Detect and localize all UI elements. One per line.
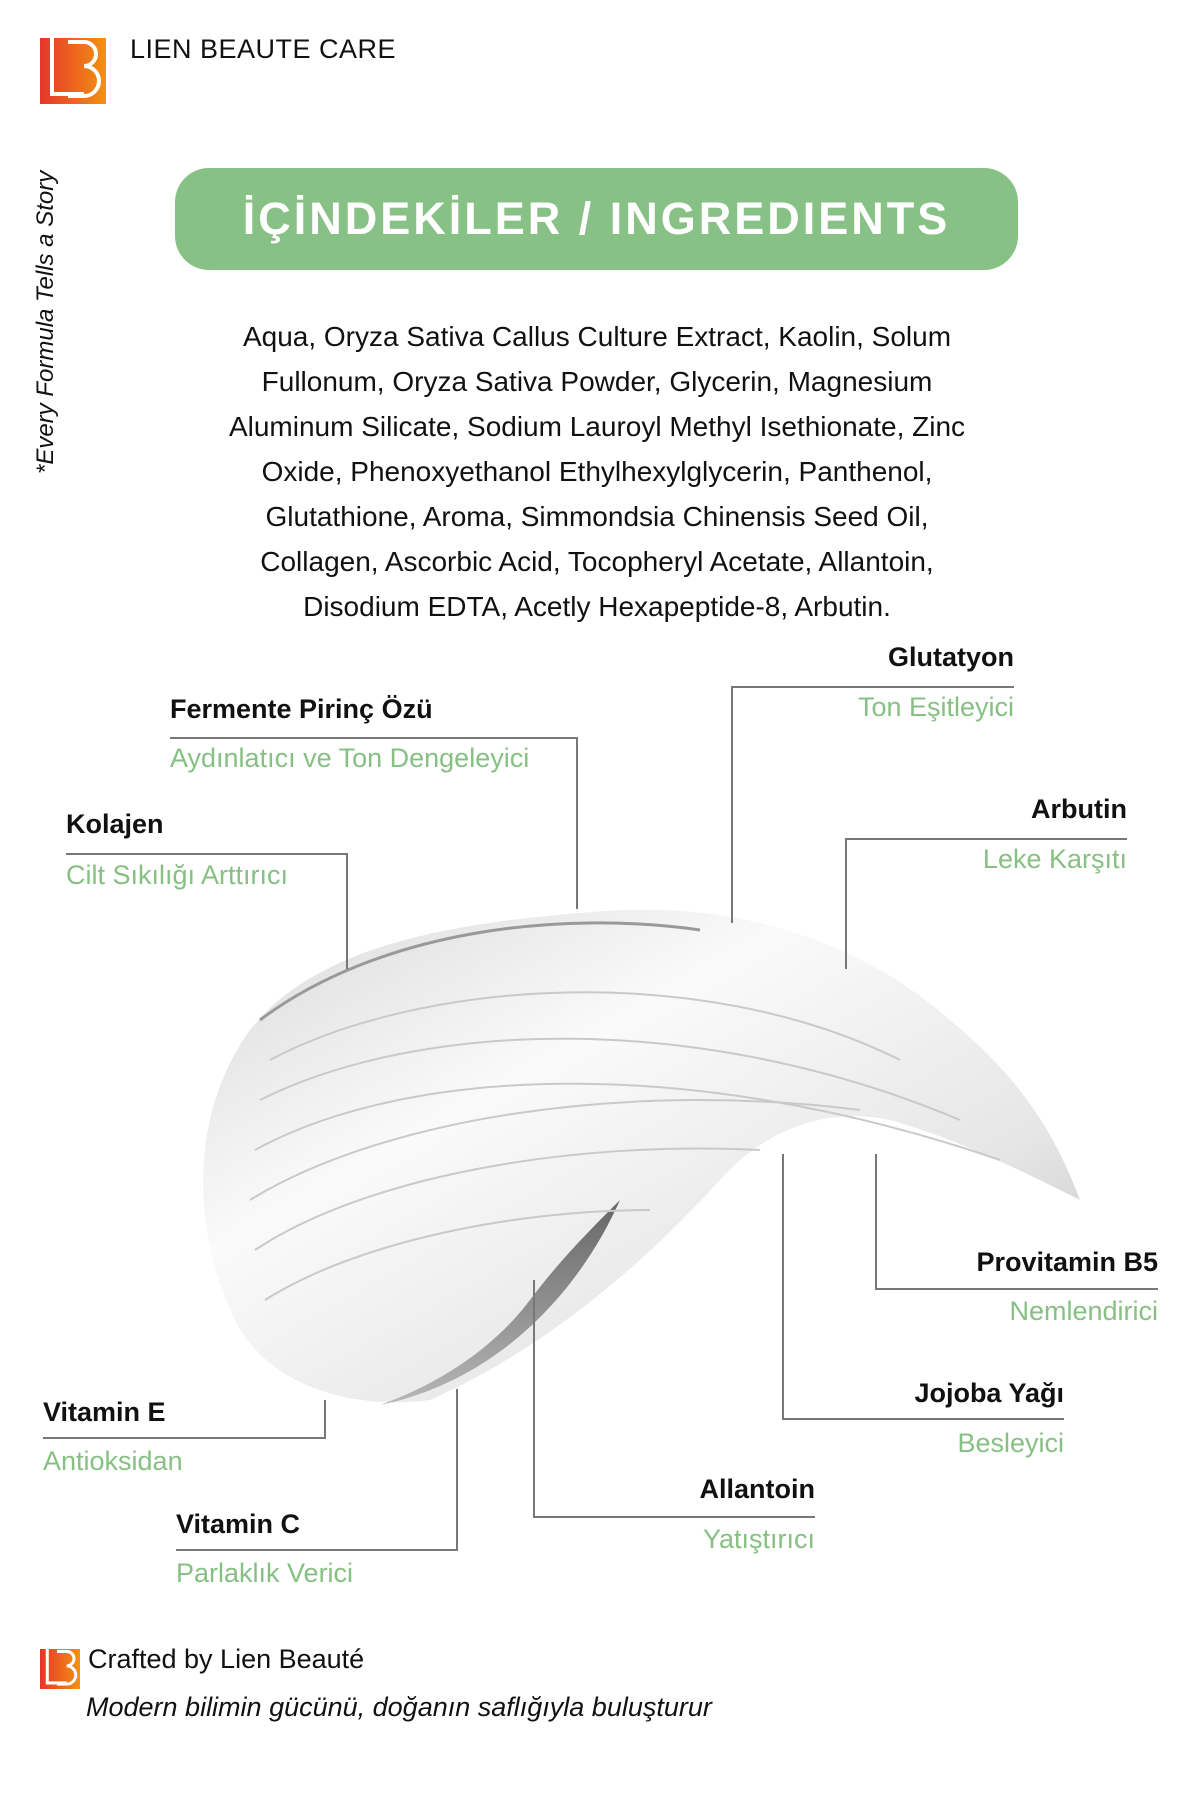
callout-line xyxy=(845,838,847,969)
callout-title-provitamin-b5: Provitamin B5 xyxy=(976,1247,1158,1277)
callout-title-vitamin-e: Vitamin E xyxy=(43,1397,166,1427)
callout-line xyxy=(782,1418,1064,1420)
callout-line xyxy=(875,1154,877,1290)
callout-line xyxy=(731,686,1014,688)
callout-subtitle-fermente: Aydınlatıcı ve Ton Dengeleyici xyxy=(170,743,530,773)
callout-line xyxy=(533,1516,815,1518)
callout-subtitle-arbutin: Leke Karşıtı xyxy=(982,844,1127,874)
callout-line xyxy=(456,1389,458,1551)
callout-subtitle-jojoba: Besleyici xyxy=(957,1428,1064,1458)
brand-name: LIEN BEAUTE CARE xyxy=(130,34,397,64)
callout-line xyxy=(782,1154,784,1420)
callout-line xyxy=(176,1549,458,1551)
callout-line xyxy=(731,686,733,923)
tagline: *Every Formula Tells a Story xyxy=(32,170,59,474)
callout-subtitle-vitamin-c: Parlaklık Verici xyxy=(176,1558,354,1588)
callout-title-allantoin: Allantoin xyxy=(699,1474,815,1504)
callout-line xyxy=(43,1437,326,1439)
callout-title-glutatyon: Glutatyon xyxy=(888,642,1014,672)
ingredients-line: Oxide, Phenoxyethanol Ethylhexylglycerin, Panthenol, xyxy=(261,456,933,487)
callout-title-vitamin-c: Vitamin C xyxy=(176,1509,301,1539)
ingredients-line: Aqua, Oryza Sativa Callus Culture Extract, Kaolin, Solum xyxy=(242,321,952,352)
callout-subtitle-kolajen: Cilt Sıkılığı Arttırıcı xyxy=(66,860,289,890)
callout-title-arbutin: Arbutin xyxy=(1031,794,1127,824)
callout-subtitle-vitamin-e: Antioksidan xyxy=(43,1446,183,1476)
callout-line xyxy=(346,853,348,969)
callout-line xyxy=(324,1400,326,1439)
callout-line xyxy=(170,737,578,739)
footer-crafted: Crafted by Lien Beauté xyxy=(88,1644,365,1674)
ingredients-line: Glutathione, Aroma, Simmondsia Chinensis Seed Oil, xyxy=(265,501,929,532)
callout-title-fermente: Fermente Pirinç Özü xyxy=(170,694,433,724)
callout-subtitle-glutatyon: Ton Eşitleyici xyxy=(857,692,1014,722)
footer-slogan: Modern bilimin gücünü, doğanın saflığıyla buluşturur xyxy=(86,1692,712,1722)
callout-title-kolajen: Kolajen xyxy=(66,809,164,839)
callout-line xyxy=(66,853,348,855)
callout-title-jojoba: Jojoba Yağı xyxy=(914,1378,1064,1408)
callout-subtitle-allantoin: Yatıştırıcı xyxy=(702,1524,815,1554)
ingredients-line: Fullonum, Oryza Sativa Powder, Glycerin, Magnesium xyxy=(261,366,933,397)
callout-line xyxy=(576,737,578,909)
footer-logo xyxy=(40,1649,80,1689)
callout-subtitle-provitamin-b5: Nemlendirici xyxy=(1009,1296,1158,1326)
ingredients-line: Collagen, Ascorbic Acid, Tocopheryl Acetate, Allantoin, xyxy=(260,546,934,577)
callout-line xyxy=(533,1280,535,1518)
ingredients-line: Aluminum Silicate, Sodium Lauroyl Methyl Isethionate, Zinc xyxy=(228,411,966,442)
ingredients-line: Disodium EDTA, Acetly Hexapeptide-8, Arbutin. xyxy=(303,591,891,622)
ingredients-banner: İÇİNDEKİLER / INGREDIENTS xyxy=(175,168,1018,270)
callout-line xyxy=(845,838,1127,840)
callout-line xyxy=(875,1288,1158,1290)
